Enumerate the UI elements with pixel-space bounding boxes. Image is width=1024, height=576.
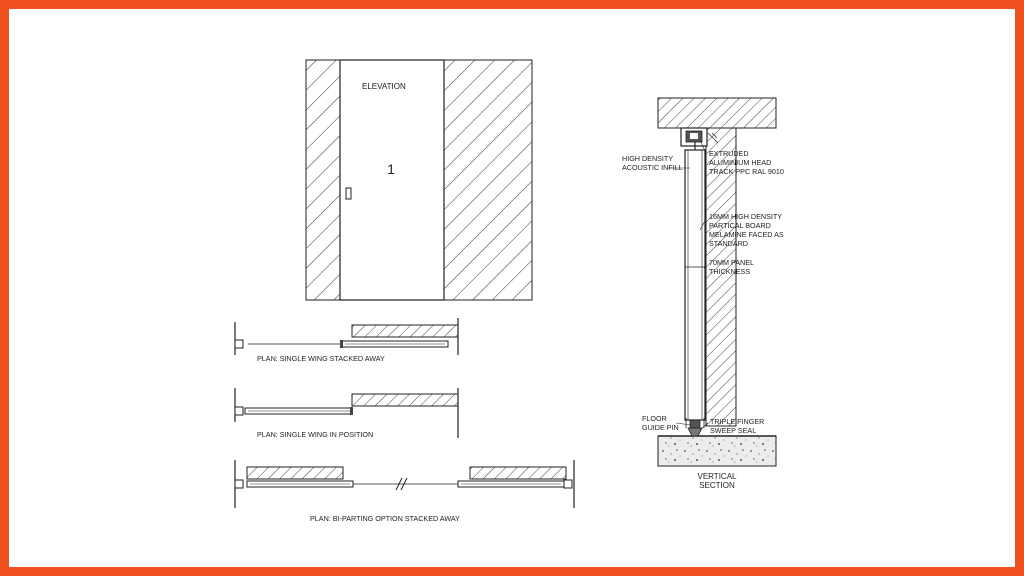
plan-single-stacked — [235, 318, 458, 363]
label-sweep-seal-2: SWEEP SEAL — [710, 426, 757, 435]
elevation-right-wall — [444, 60, 532, 300]
label-thickness-2: THICKNESS — [709, 267, 751, 276]
label-guide-pin-1: FLOOR — [642, 414, 667, 423]
section-title-2: SECTION — [699, 481, 735, 490]
elevation-door-panel — [340, 60, 444, 300]
door-handle — [346, 188, 351, 199]
label-infill-1: HIGH DENSITY — [622, 154, 674, 163]
section-title-1: VERTICAL — [697, 472, 737, 481]
plan-label-single-stacked: PLAN: SINGLE WING STACKED AWAY — [257, 354, 385, 363]
plan-label-biparting: PLAN: BI-PARTING OPTION STACKED AWAY — [310, 514, 460, 523]
label-head-track-1: EXTRUDED — [709, 149, 749, 158]
elevation-title: ELEVATION — [362, 82, 406, 91]
panel-number: 1 — [387, 161, 395, 177]
ceiling-slab — [658, 98, 776, 128]
label-board-1: 16MM HIGH DENSITY — [709, 212, 783, 221]
label-thickness-1: 70MM PANEL — [709, 258, 755, 267]
vertical-section — [622, 98, 784, 490]
plan-single-position — [235, 388, 458, 439]
plan-label-single-position: PLAN: SINGLE WING IN POSITION — [257, 430, 374, 439]
label-head-track-2: ALUMINIUM HEAD — [709, 158, 772, 167]
label-sweep-seal-1: TRIPLE FINGER — [710, 417, 765, 426]
label-guide-pin-2: GUIDE PIN — [642, 423, 679, 432]
floor-guide-pin — [690, 420, 700, 428]
elevation-left-wall — [306, 60, 340, 300]
label-board-3: MELAMINE FACED AS — [709, 230, 784, 239]
label-head-track-3: TRACK PPC RAL 9010 — [709, 167, 784, 176]
plan-biparting — [235, 460, 574, 523]
label-infill-2: ACOUSTIC INFILL — [622, 163, 683, 172]
label-board-4: STANDARD — [709, 239, 749, 248]
label-board-2: PARTICAL BOARD — [709, 221, 771, 230]
elevation-drawing — [306, 60, 532, 300]
floor-slab — [658, 436, 776, 466]
